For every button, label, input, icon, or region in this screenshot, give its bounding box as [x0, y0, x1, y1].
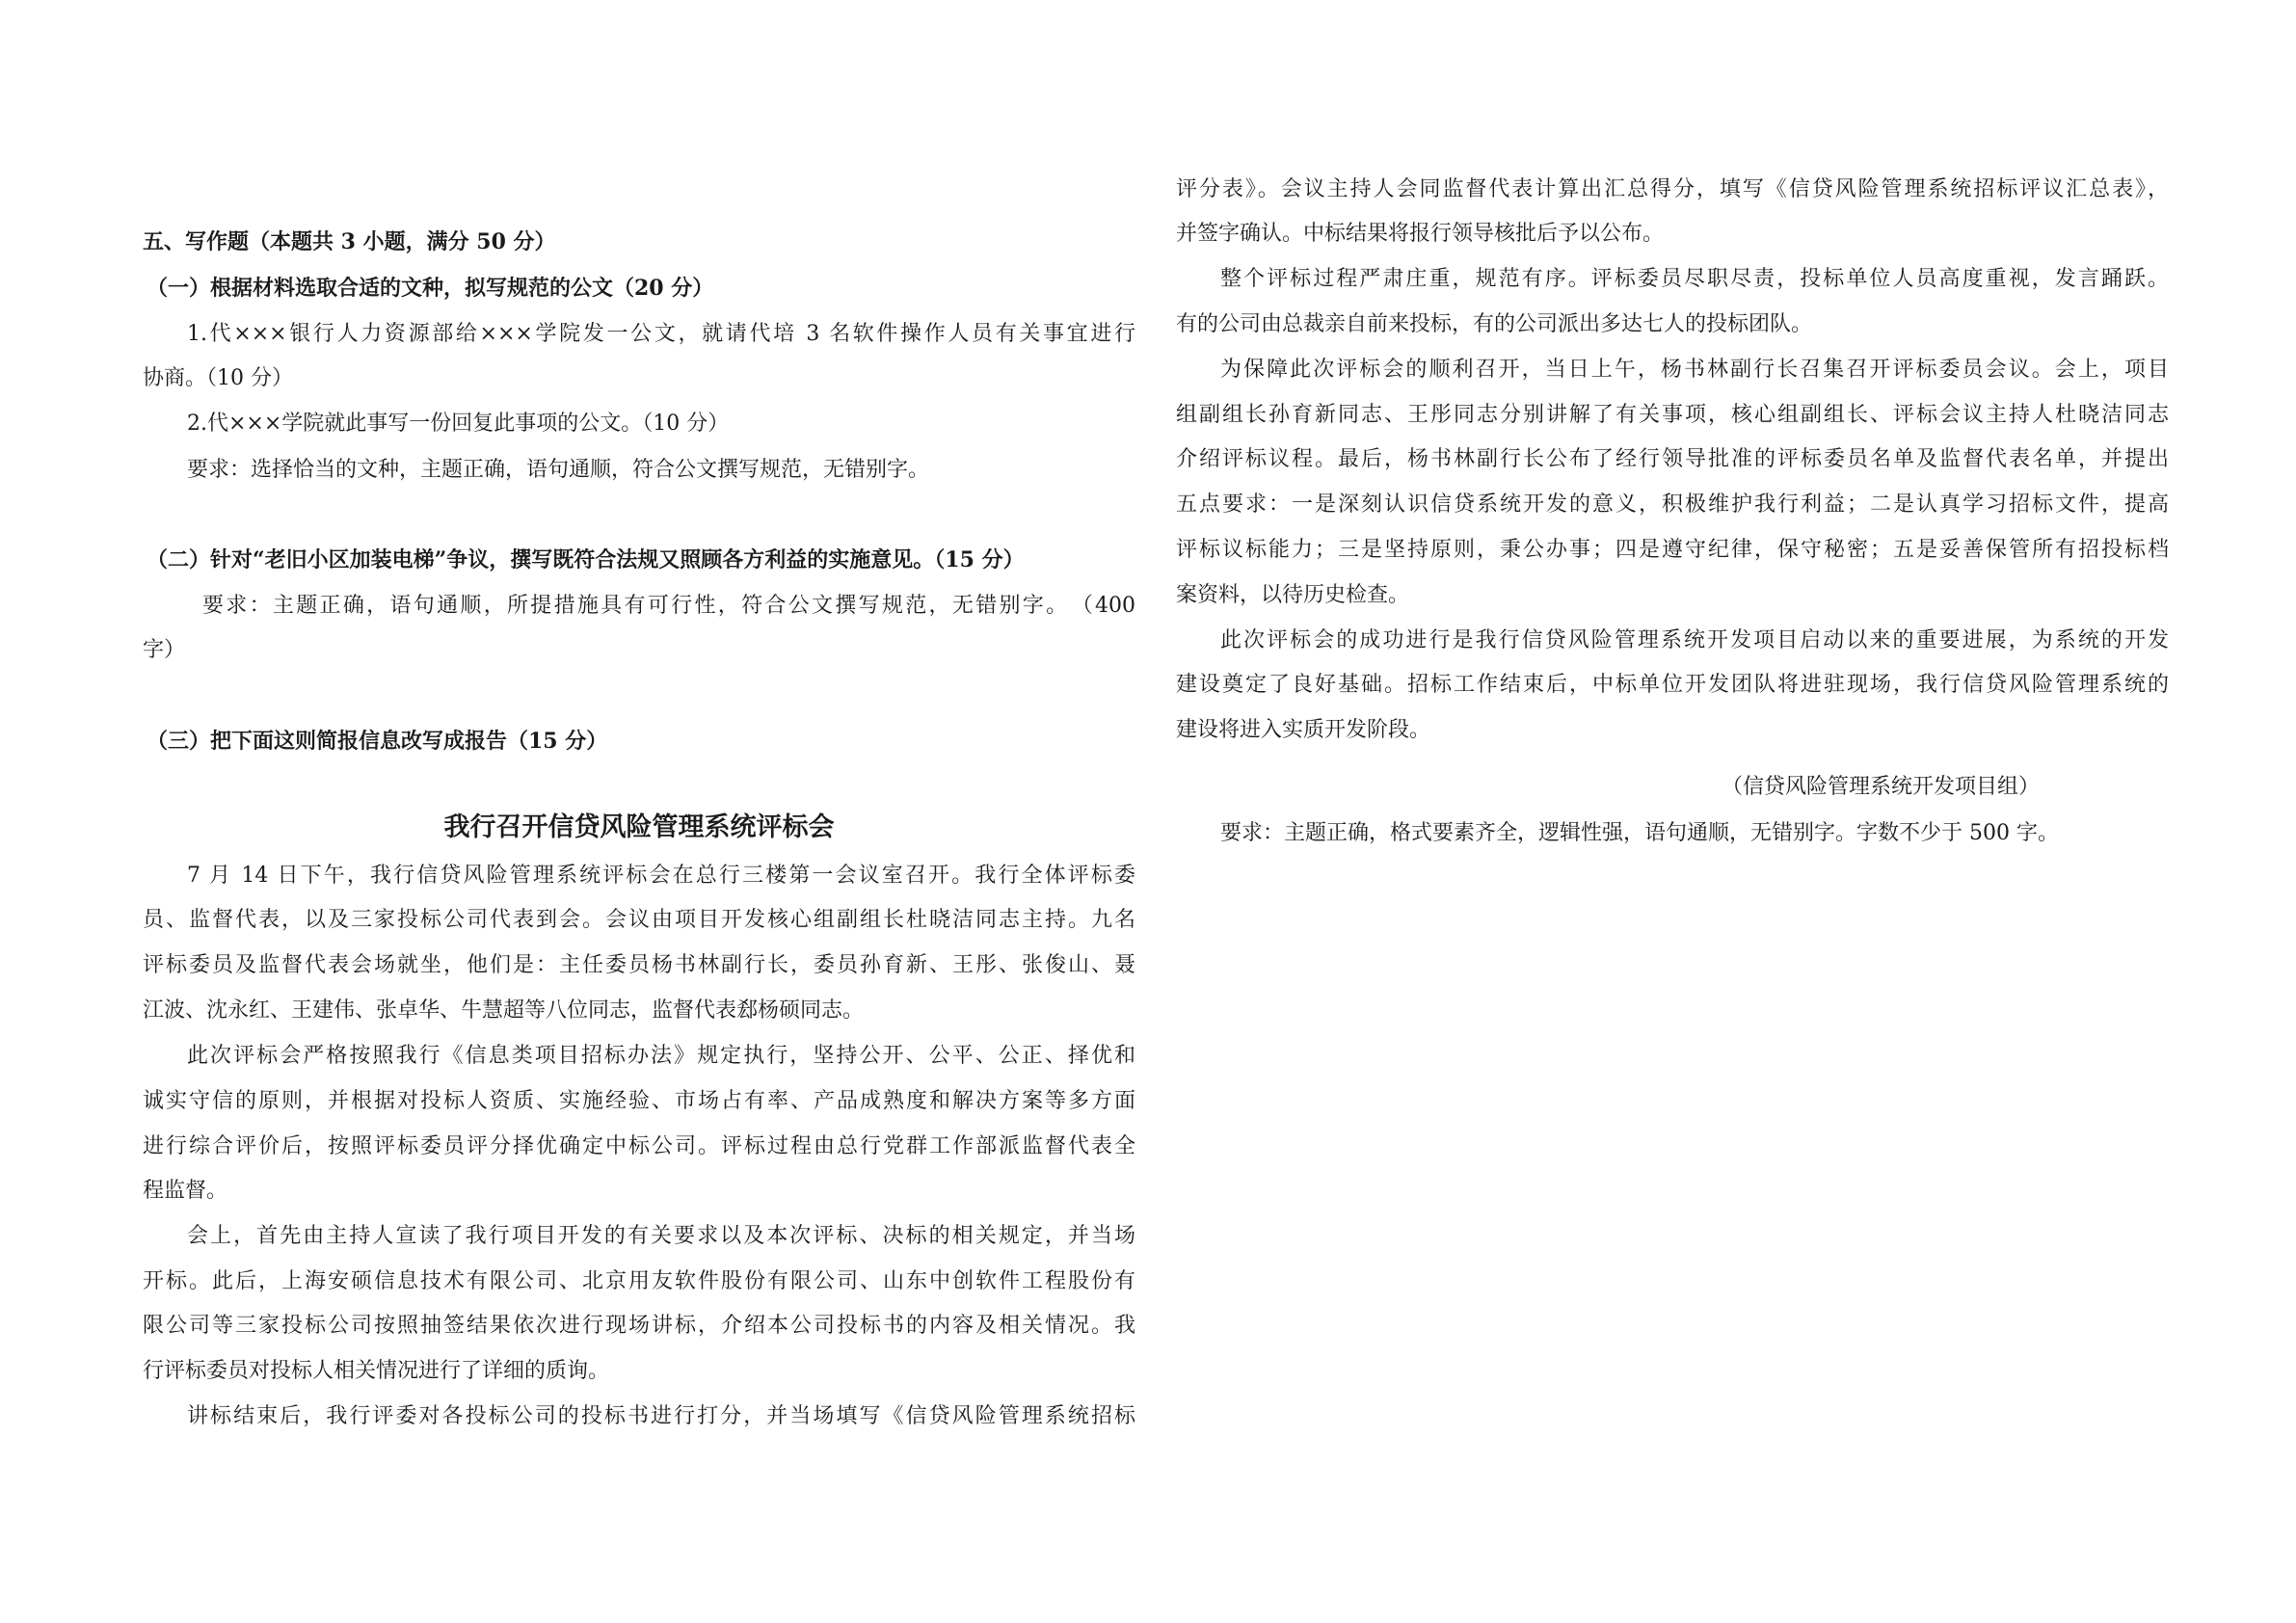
part2-requirement-line1: 要求：主题正确，语句通顺，所提措施具有可行性，符合公文撰写规范，无错别字。 （400 [202, 594, 1135, 618]
article-line: 为保障此次评标会的顺利召开，当日上午，杨书林副行长召集召开评标委员会议。会上，项目 [1220, 358, 2169, 382]
article-line: 评分表》。会议主持人会同监督代表计算出汇总得分，填写《信贷风险管理系统招标评议汇总表》， [1176, 177, 2169, 201]
article-line: 诚实守信的原则，并根据对投标人资质、实施经验、市场占有率、产品成熟度和解决方案等多方面 [143, 1089, 1135, 1113]
article-line: 开标。此后，上海安硕信息技术有限公司、北京用友软件股份有限公司、山东中创软件工程股份有 [143, 1269, 1135, 1293]
article-title: 我行召开信贷风险管理系统评标会 [443, 812, 835, 842]
article-line: 建设奠定了良好基础。招标工作结束后，中标单位开发团队将进驻现场，我行信贷风险管理系统的 [1176, 673, 2169, 697]
article-line: 讲标结束后，我行评委对各投标公司的投标书进行打分，并当场填写《信贷风险管理系统招标 [187, 1404, 1135, 1428]
article-line: 整个评标过程严肃庄重，规范有序。评标委员尽职尽责，投标单位人员高度重视，发言踊跃。 [1220, 267, 2169, 291]
article-line: 建设将进入实质开发阶段。 [1176, 718, 1431, 742]
part1-q1-line2: 协商。（10 分） [143, 366, 293, 390]
article-line: 五点要求：一是深刻认识信贷系统开发的意义，积极维护我行利益；二是认真学习招标文件，提高 [1176, 492, 2169, 517]
article-line: 组副组长孙育新同志、王彤同志分别讲解了有关事项，核心组副组长、评标会议主持人杜晓洁同志 [1176, 403, 2169, 427]
section-heading: 五、写作题（本题共 3 小题，满分 50 分） [143, 229, 556, 254]
part1-requirement: 要求：选择恰当的文种，主题正确，语句通顺，符合公文撰写规范，无错别字。 [187, 458, 930, 482]
article-line: 员、监督代表，以及三家投标公司代表到会。会议由项目开发核心组副组长杜晓洁同志主持。九名 [143, 908, 1135, 932]
article-line: 行评标委员对投标人相关情况进行了详细的质询。 [143, 1359, 610, 1383]
part2-heading: （二）针对“老旧小区加装电梯”争议，撰写既符合法规又照顾各方利益的实施意见。（15 分） [147, 547, 1025, 572]
article-line: 介绍评标议程。最后，杨书林副行长公布了经行领导批准的评标委员名单及监督代表名单，并提出 [1176, 447, 2169, 471]
article-line: 评标委员及监督代表会场就坐，他们是：主任委员杨书林副行长，委员孙育新、王彤、张俊山、聂 [143, 953, 1135, 977]
article-line: 案资料，以待历史检查。 [1176, 583, 1410, 607]
article-line: 评标议标能力；三是坚持原则，秉公办事；四是遵守纪律，保守秘密；五是妥善保管所有招投标档 [1176, 538, 2169, 562]
part3-heading: （三）把下面这则简报信息改写成报告（15 分） [147, 729, 608, 754]
article-line: 7 月 14 日下午，我行信贷风险管理系统评标会在总行三楼第一会议室召开。我行全体评标委 [187, 864, 1135, 888]
article-signature: （信贷风险管理系统开发项目组） [1722, 775, 2041, 799]
article-line: 进行综合评价后，按照评标委员评分择优确定中标公司。评标过程由总行党群工作部派监督代表全 [143, 1134, 1135, 1158]
part1-q1-line1: 1.代×××银行人力资源部给×××学院发一公文，就请代培 3 名软件操作人员有关事宜进行 [187, 322, 1135, 346]
part2-requirement-line2: 字） [143, 638, 186, 662]
article-line: 程监督。 [143, 1179, 228, 1203]
article-line: 此次评标会的成功进行是我行信贷风险管理系统开发项目启动以来的重要进展，为系统的开发 [1220, 628, 2169, 652]
part1-heading: （一）根据材料选取合适的文种，拟写规范的公文（20 分） [147, 276, 714, 301]
part3-requirement: 要求：主题正确，格式要素齐全，逻辑性强，语句通顺，无错别字。字数不少于 500 字。 [1220, 821, 2059, 845]
article-line: 江波、沈永红、王建伟、张卓华、牛慧超等八位同志，监督代表郄杨硕同志。 [143, 998, 865, 1023]
article-line: 会上，首先由主持人宣读了我行项目开发的有关要求以及本次评标、决标的相关规定，并当场 [187, 1224, 1135, 1248]
article-line: 限公司等三家投标公司按照抽签结果依次进行现场讲标，介绍本公司投标书的内容及相关情况。我 [143, 1314, 1135, 1338]
article-line: 此次评标会严格按照我行《信息类项目招标办法》规定执行，坚持公开、公平、公正、择优和 [187, 1044, 1135, 1068]
part1-q2: 2.代×××学院就此事写一份回复此事项的公文。（10 分） [187, 412, 730, 436]
article-line: 并签字确认。中标结果将报行领导核批后予以公布。 [1176, 222, 1665, 246]
article-line: 有的公司由总裁亲自前来投标，有的公司派出多达七人的投标团队。 [1176, 312, 1813, 336]
